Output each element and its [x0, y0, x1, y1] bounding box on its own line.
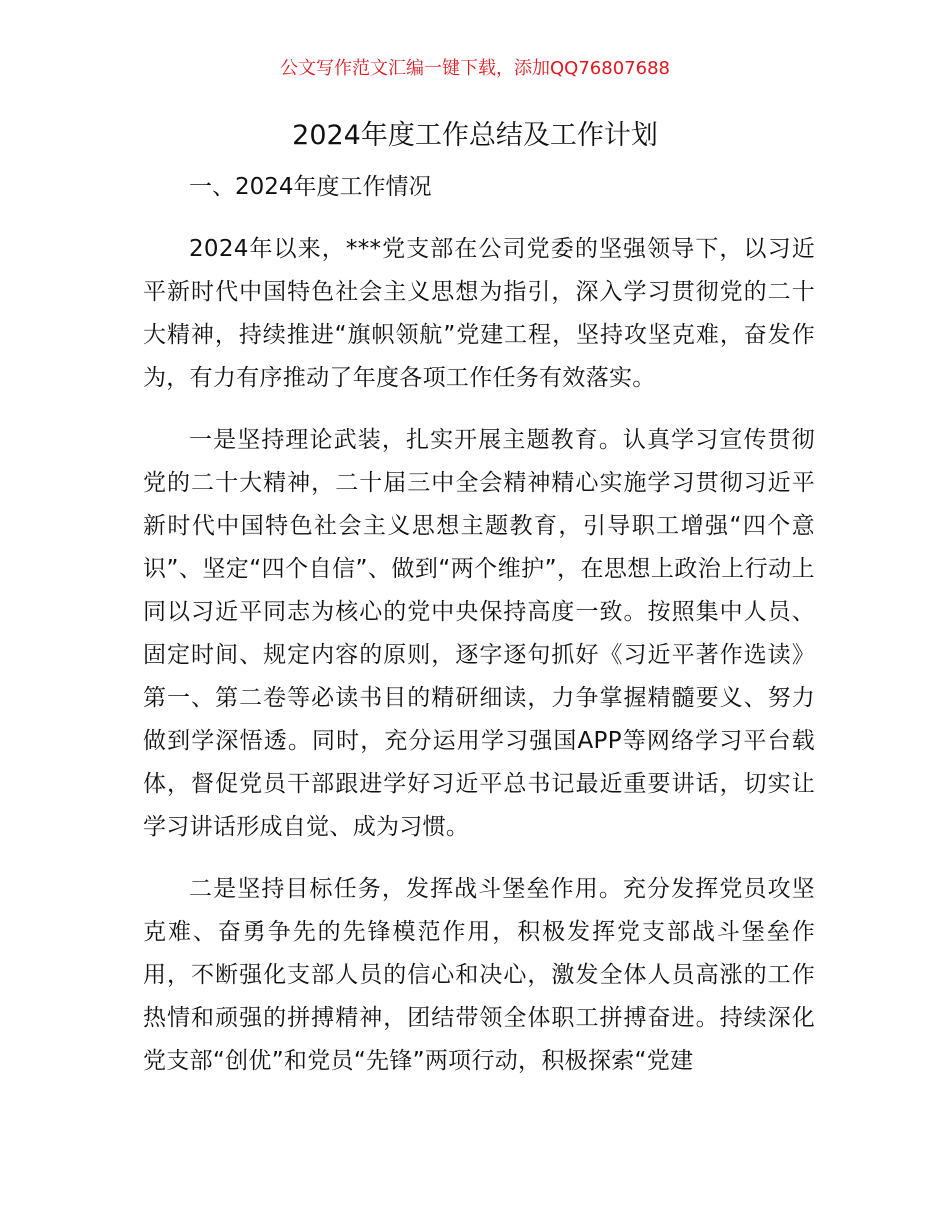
- paragraph-intro: 2024年以来，***党支部在公司党委的坚强领导下，以习近平新时代中国特色社会主义思想为指引，深入学习贯彻党的二十大精神，持续推进“旗帜领航”党建工程，坚持攻坚克难，奋发作为，有力有序推动了年度各项工作任务有效落实。: [143, 236, 815, 391]
- download-banner[interactable]: 公文写作范文汇编一键下载，添加QQ76807688: [280, 58, 670, 79]
- paragraph-theory: 一是坚持理论武装，扎实开展主题教育。认真学习宣传贯彻党的二十大精神，二十届三中全会精神精心实施学习贯彻习近平新时代中国特色社会主义思想主题教育，引导职工增强“四个意识”、坚定“四个自信”、做到“两个维护”，在思想上政治上行动上同以习近平同志为核心的党中央保持高度一致。按照集中人员、固定时间、规定内容的原则，逐字逐句抓好《习近平著作选读》第一、第二卷等必读书目的精研细读，力争掌握精髓要义、努力做到学深悟透。同时，充分运用学习强国APP等网络学习平台载体，督促党员干部跟进学好习近平总书记最近重要讲话，切实让学习讲话形成自觉、成为习惯。: [143, 427, 815, 840]
- document-title: 2024年度工作总结及工作计划: [292, 120, 658, 151]
- paragraph-tasks: 二是坚持目标任务，发挥战斗堡垒作用。充分发挥党员攻坚克难、奋勇争先的先锋模范作用，积极发挥党支部战斗堡垒作用，不断强化支部人员的信心和决心，激发全体人员高涨的工作热情和顽强的拼搏精神，团结带领全体职工拼搏奋进。持续深化党支部“创优”和党员“先锋”两项行动，积极探索“党建: [143, 876, 815, 1074]
- section-heading: 一、2024年度工作情况: [189, 174, 432, 200]
- document-body: [143, 166, 815, 1102]
